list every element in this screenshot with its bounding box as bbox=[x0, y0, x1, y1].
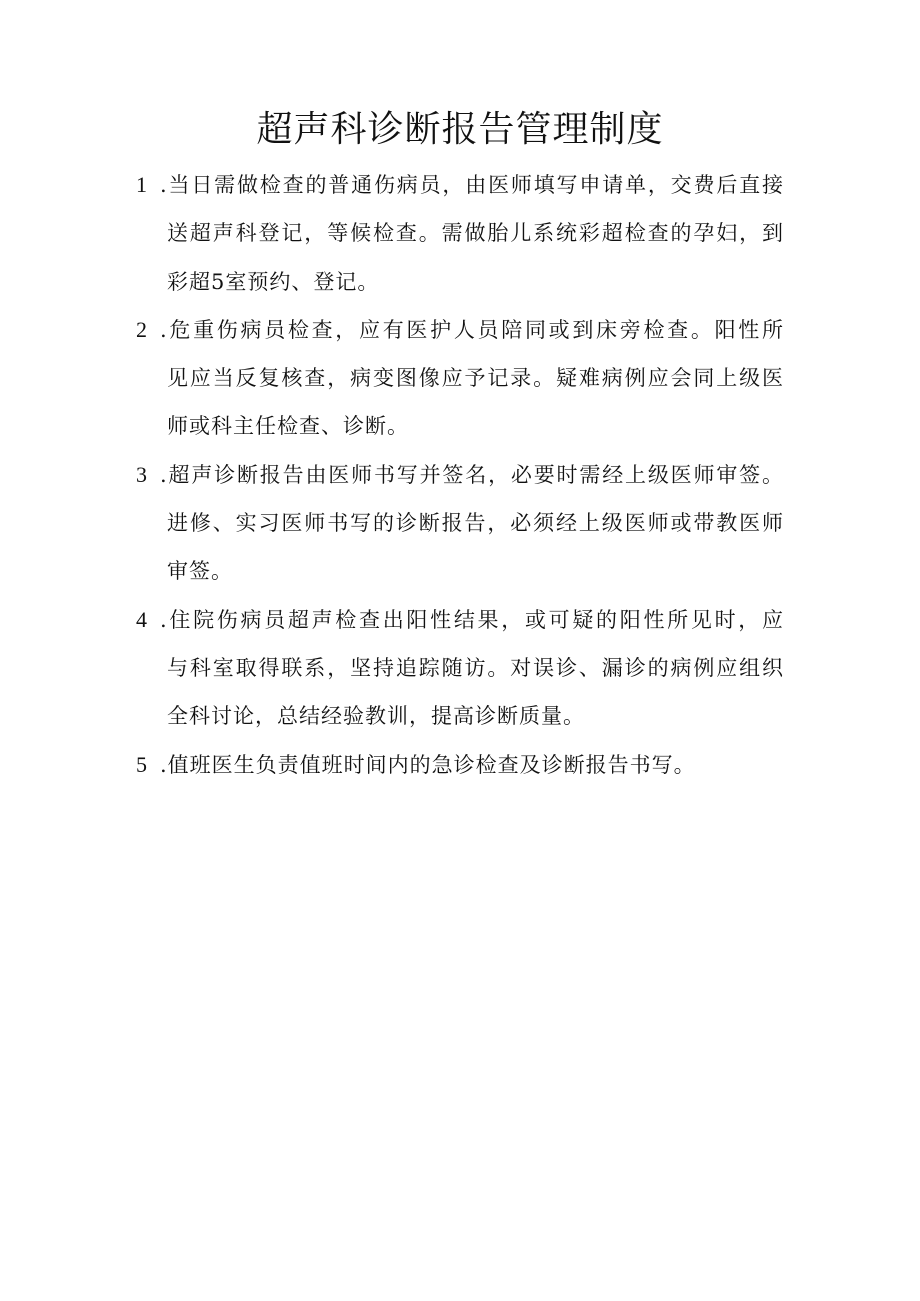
rule-text-line: 送超声科登记，等候检查。需做胎儿系统彩超检查的孕妇，到 bbox=[167, 221, 784, 246]
rule-text bbox=[160, 451, 784, 596]
rule-number: 4 bbox=[136, 606, 147, 632]
rule-item bbox=[0, 306, 920, 451]
rule-text-line: .住院伤病员超声检查出阳性结果，或可疑的阳性所见时，应 bbox=[160, 607, 784, 632]
rule-text-line: .超声诊断报告由医师书写并签名，必要时需经上级医师审签。 bbox=[160, 462, 784, 487]
rule-number: 5 bbox=[136, 751, 147, 777]
rule-text-line: 进修、实习医师书写的诊断报告，必须经上级医师或带教医师 bbox=[167, 511, 784, 536]
rule-text-line: .当日需做检查的普通伤病员，由医师填写申请单，交费后直接 bbox=[160, 173, 784, 197]
rule-text bbox=[160, 596, 784, 741]
rule-text-line: .值班医生负责值班时间内的急诊检查及诊断报告书写。 bbox=[160, 752, 696, 777]
rules-list bbox=[0, 161, 920, 789]
rule-text bbox=[160, 306, 784, 451]
rule-text-line: 全科讨论，总结经验教训，提高诊断质量。 bbox=[167, 704, 585, 729]
rule-item bbox=[0, 451, 920, 596]
rule-item bbox=[0, 741, 920, 789]
rule-number: 1 bbox=[136, 172, 147, 197]
rule-item bbox=[0, 161, 920, 306]
rule-text-line: 师或科主任检查、诊断。 bbox=[167, 414, 409, 439]
rule-text bbox=[160, 741, 784, 789]
rule-text-line: 与科室取得联系，坚持追踪随访。对误诊、漏诊的病例应组织 bbox=[167, 655, 784, 680]
rule-text-line: 审签。 bbox=[167, 559, 233, 584]
document-title: 超声科诊断报告管理制度 bbox=[256, 109, 664, 150]
rule-text-line: .危重伤病员检查，应有医护人员陪同或到床旁检查。阳性所 bbox=[160, 317, 784, 342]
rule-text-line: 见应当反复核查，病变图像应予记录。疑难病例应会同上级医 bbox=[167, 366, 784, 391]
rule-number: 3 bbox=[136, 461, 147, 487]
rule-text-line: 彩超5室预约、登记。 bbox=[167, 269, 380, 294]
rule-item bbox=[0, 596, 920, 741]
rule-number: 2 bbox=[136, 316, 147, 342]
rule-text bbox=[160, 161, 784, 306]
